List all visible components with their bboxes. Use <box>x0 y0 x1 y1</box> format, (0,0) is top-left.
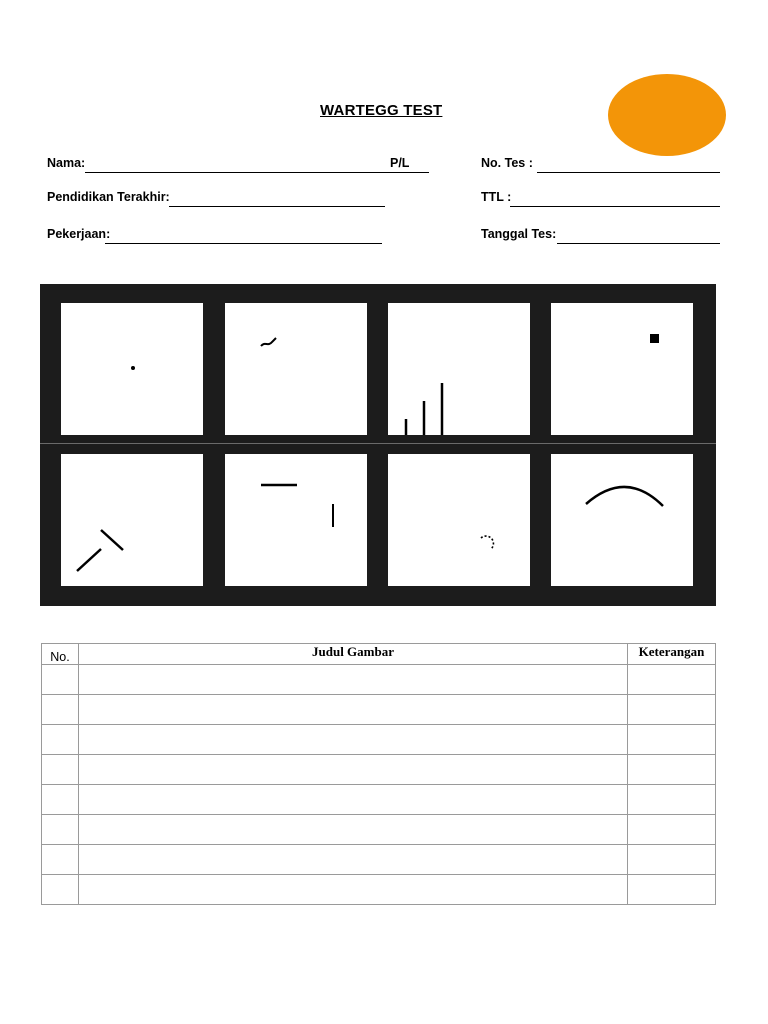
pekerjaan-line <box>105 243 382 244</box>
dot-stimulus <box>61 303 203 435</box>
cell-judul-gambar[interactable] <box>79 755 628 785</box>
cell-judul-gambar[interactable] <box>79 695 628 725</box>
no-tes-line <box>537 172 720 173</box>
photo-placeholder-ellipse <box>608 74 726 156</box>
ttl-field[interactable] <box>481 190 721 208</box>
table-row <box>42 815 716 845</box>
cell-keterangan[interactable] <box>628 845 716 875</box>
test-box-5[interactable] <box>61 454 203 586</box>
cell-no[interactable] <box>42 845 79 875</box>
table-row <box>42 725 716 755</box>
test-box-2[interactable] <box>225 303 367 435</box>
test-box-7[interactable] <box>388 454 530 586</box>
cell-no[interactable] <box>42 695 79 725</box>
cell-no[interactable] <box>42 725 79 755</box>
pendidikan-field[interactable] <box>47 190 387 208</box>
diagonal-lines-stimulus <box>61 454 203 586</box>
tanggal-tes-field[interactable] <box>481 227 721 245</box>
header-no: No. <box>42 644 79 665</box>
table-row <box>42 755 716 785</box>
table-header-row <box>42 644 716 665</box>
pekerjaan-label: Pekerjaan: <box>47 227 111 241</box>
tanggal-tes-label: Tanggal Tes: <box>481 227 557 241</box>
nama-line <box>85 172 429 173</box>
cell-judul-gambar[interactable] <box>79 845 628 875</box>
panel-divider <box>40 443 716 444</box>
cell-keterangan[interactable] <box>628 725 716 755</box>
cell-keterangan[interactable] <box>628 815 716 845</box>
no-tes-field[interactable] <box>481 156 721 174</box>
page-title: WARTEGG TEST <box>320 102 443 119</box>
pl-label: P/L <box>390 156 410 170</box>
cell-no[interactable] <box>42 875 79 905</box>
ttl-label: TTL : <box>481 190 512 204</box>
pendidikan-line <box>169 206 385 207</box>
cell-keterangan[interactable] <box>628 875 716 905</box>
ttl-line <box>510 206 720 207</box>
cell-keterangan[interactable] <box>628 755 716 785</box>
cell-keterangan[interactable] <box>628 785 716 815</box>
cell-judul-gambar[interactable] <box>79 875 628 905</box>
pendidikan-label: Pendidikan Terakhir: <box>47 190 170 204</box>
cell-judul-gambar[interactable] <box>79 725 628 755</box>
tanggal-tes-line <box>557 243 720 244</box>
pekerjaan-field[interactable] <box>47 227 387 245</box>
cell-no[interactable] <box>42 815 79 845</box>
header-keterangan: Keterangan <box>628 644 716 665</box>
table-row <box>42 875 716 905</box>
table-row <box>42 785 716 815</box>
square-stimulus <box>551 303 693 435</box>
answer-table <box>41 643 716 905</box>
nama-field[interactable] <box>47 156 427 174</box>
nama-label: Nama: <box>47 156 86 170</box>
table-body <box>42 665 716 905</box>
table-row <box>42 665 716 695</box>
test-box-3[interactable] <box>388 303 530 435</box>
test-box-8[interactable] <box>551 454 693 586</box>
no-tes-label: No. Tes : <box>481 156 533 170</box>
cell-no[interactable] <box>42 755 79 785</box>
test-box-1[interactable] <box>61 303 203 435</box>
large-arc-stimulus <box>551 454 693 586</box>
cell-keterangan[interactable] <box>628 665 716 695</box>
test-box-6[interactable] <box>225 454 367 586</box>
cell-no[interactable] <box>42 665 79 695</box>
table-row <box>42 695 716 725</box>
cell-judul-gambar[interactable] <box>79 665 628 695</box>
dotted-arc-stimulus <box>388 454 530 586</box>
cell-judul-gambar[interactable] <box>79 785 628 815</box>
table-row <box>42 845 716 875</box>
header-judul-gambar: Judul Gambar <box>79 644 628 665</box>
three-lines-stimulus <box>388 303 530 435</box>
cell-keterangan[interactable] <box>628 695 716 725</box>
wavy-line-stimulus <box>225 303 367 435</box>
h-v-lines-stimulus <box>225 454 367 586</box>
wartegg-panel <box>40 284 716 606</box>
cell-no[interactable] <box>42 785 79 815</box>
test-box-4[interactable] <box>551 303 693 435</box>
cell-judul-gambar[interactable] <box>79 815 628 845</box>
